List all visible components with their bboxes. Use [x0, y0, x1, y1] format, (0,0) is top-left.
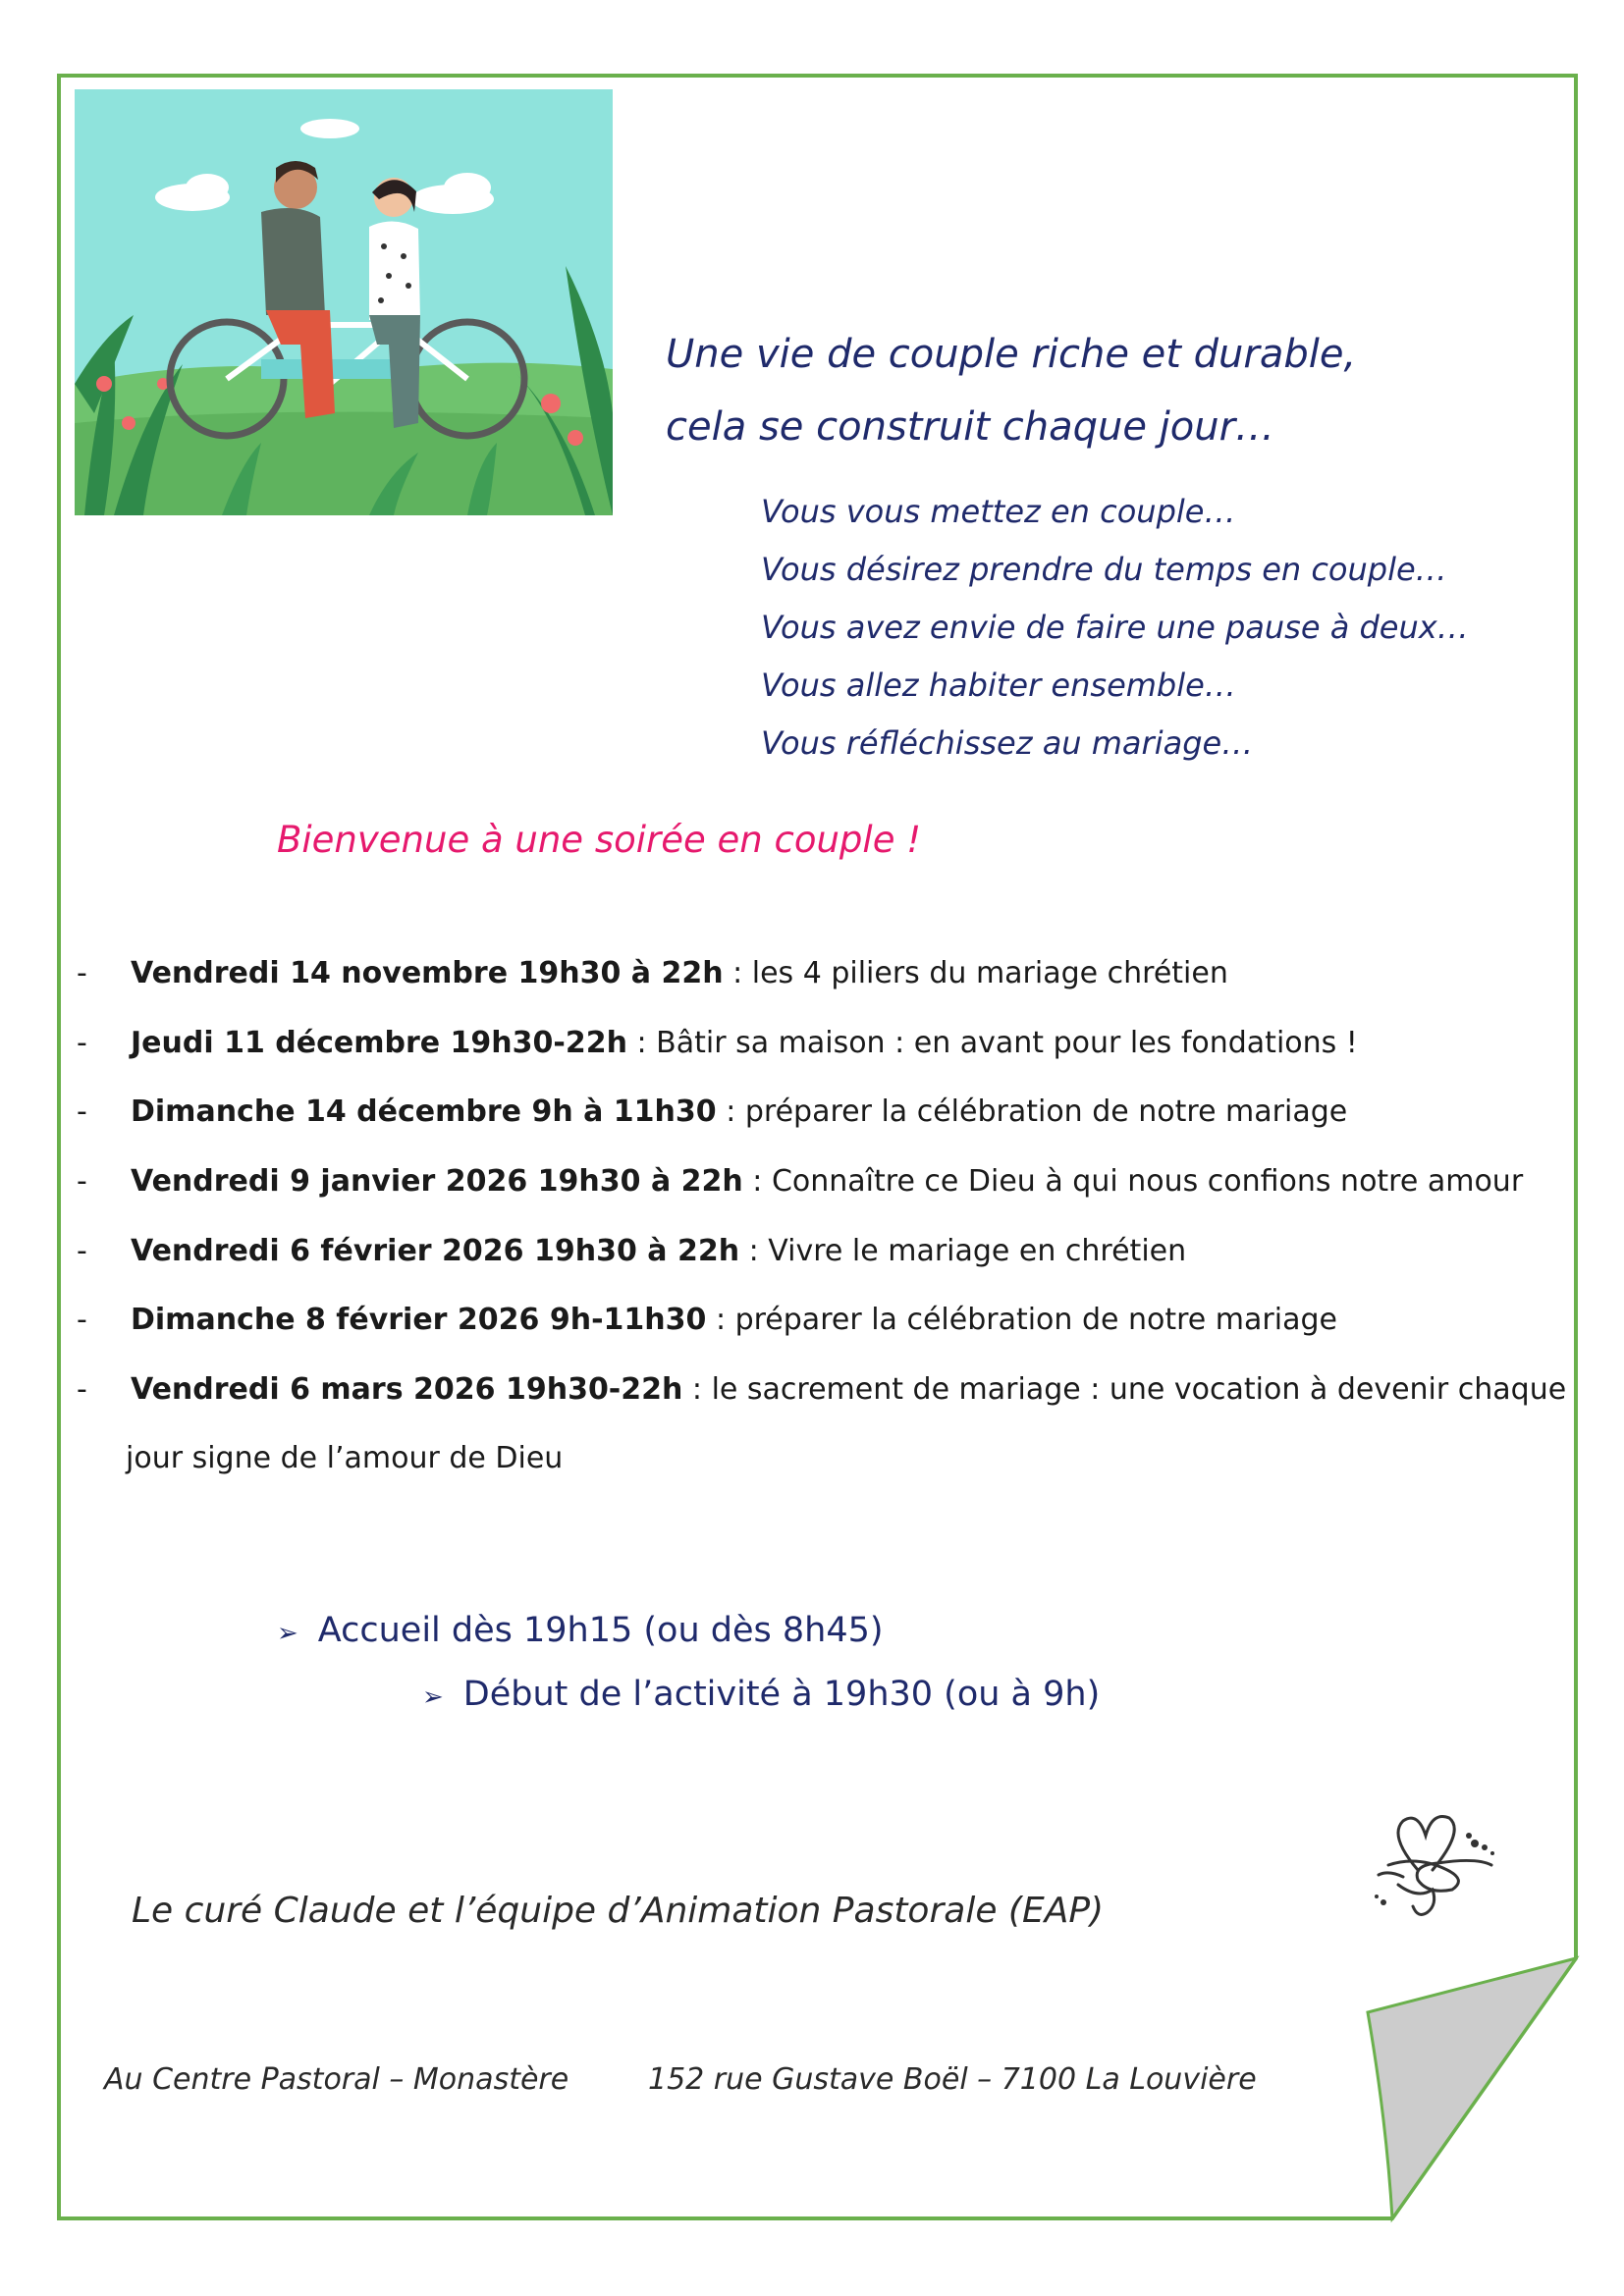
signature-line: Le curé Claude et l’équipe d’Animation Pastorale (EAP): [132, 1891, 1105, 1931]
couple-tandem-illustration: [75, 89, 613, 515]
schedule-when: Vendredi 6 février 2026 19h30 à 22h: [131, 1234, 740, 1268]
welcome-time-line: [277, 1611, 884, 1650]
arrow-bullet-icon: ➢: [422, 1682, 444, 1712]
list-bullet: -: [77, 1234, 87, 1268]
schedule-topic: le sacrement de mariage : une vocation à devenir chaque: [711, 1372, 1567, 1407]
schedule-separator: :: [682, 1372, 712, 1407]
schedule-topic-continuation: jour signe de l’amour de Dieu: [126, 1441, 564, 1475]
schedule-separator: :: [626, 1026, 657, 1060]
schedule-topic: les 4 piliers du mariage chrétien: [751, 956, 1228, 990]
list-bullet: -: [77, 1372, 87, 1407]
prompt-line: Vous réfléchissez au mariage…: [761, 724, 1254, 762]
venue-address: 152 rue Gustave Boël – 7100 La Louvière: [648, 2062, 1257, 2097]
schedule-separator: :: [739, 1234, 769, 1268]
schedule-topic: Connaître ce Dieu à qui nous confions notre amour: [771, 1164, 1524, 1199]
schedule-separator: :: [706, 1303, 735, 1337]
venue-name: Au Centre Pastoral – Monastère: [104, 2062, 569, 2097]
headline-line-1: Une vie de couple riche et durable,: [666, 332, 1357, 377]
schedule-when: Jeudi 11 décembre 19h30-22h: [131, 1026, 627, 1060]
welcome-title: Bienvenue à une soirée en couple !: [277, 819, 922, 861]
schedule-topic: préparer la célébration de notre mariage: [744, 1095, 1348, 1129]
heart-flourish-logo: [1359, 1796, 1506, 1924]
prompt-line: Vous avez envie de faire une pause à deux…: [761, 609, 1469, 646]
start-time: Début de l’activité à 19h30 (ou à 9h): [462, 1675, 1101, 1714]
list-bullet: -: [77, 1164, 87, 1199]
schedule-topic: Bâtir sa maison : en avant pour les fondations !: [656, 1026, 1358, 1060]
schedule-when: Vendredi 6 mars 2026 19h30-22h: [131, 1372, 683, 1407]
schedule-when: Dimanche 8 février 2026 9h-11h30: [131, 1303, 707, 1337]
schedule-when: Dimanche 14 décembre 9h à 11h30: [131, 1095, 717, 1129]
prompt-line: Vous vous mettez en couple…: [761, 493, 1236, 530]
schedule-topic: Vivre le mariage en chrétien: [768, 1234, 1187, 1268]
list-bullet: -: [77, 1303, 87, 1337]
schedule-separator: :: [716, 1095, 745, 1129]
list-bullet: -: [77, 956, 87, 990]
welcome-time: Accueil dès 19h15 (ou dès 8h45): [317, 1611, 884, 1650]
prompt-line: Vous allez habiter ensemble…: [761, 667, 1236, 704]
schedule-separator: :: [742, 1164, 772, 1199]
schedule-topic: préparer la célébration de notre mariage: [734, 1303, 1337, 1337]
schedule-when: Vendredi 9 janvier 2026 19h30 à 22h: [131, 1164, 743, 1199]
schedule-when: Vendredi 14 novembre 19h30 à 22h: [131, 956, 724, 990]
headline-line-2: cela se construit chaque jour…: [666, 404, 1275, 450]
arrow-bullet-icon: ➢: [277, 1619, 298, 1648]
start-time-line: [422, 1675, 1100, 1714]
list-bullet: -: [77, 1026, 87, 1060]
schedule-separator: :: [723, 956, 752, 990]
list-bullet: -: [77, 1095, 87, 1129]
prompt-line: Vous désirez prendre du temps en couple…: [761, 551, 1447, 588]
